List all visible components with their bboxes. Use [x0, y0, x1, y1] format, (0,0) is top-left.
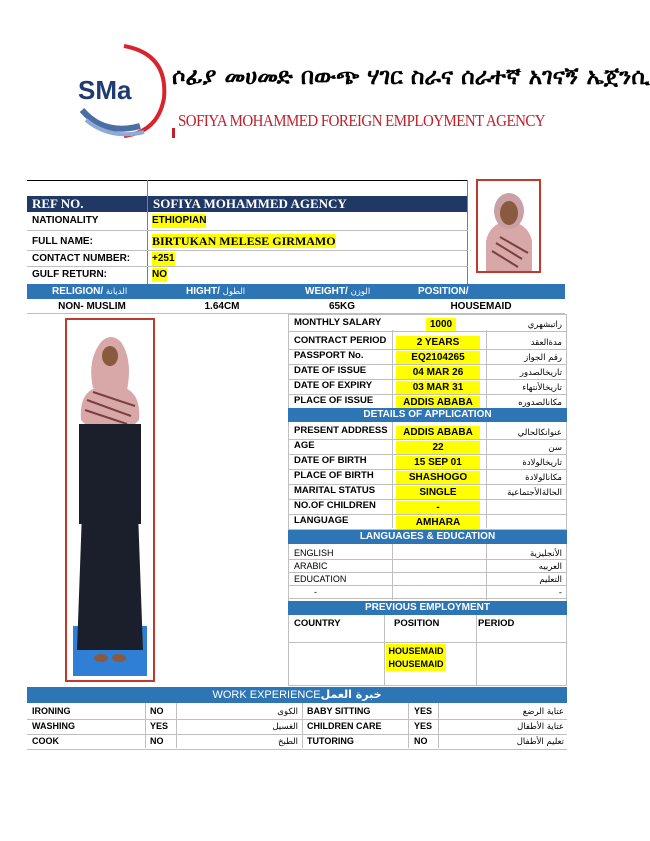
row-line: [27, 230, 468, 231]
details-label: NO.OF CHILDREN: [294, 500, 376, 511]
work-value: NO: [150, 736, 164, 746]
work-label-ar: عتاية الرضع: [522, 707, 564, 717]
fullname-value: BIRTUKAN MELESE GIRMAMO: [152, 234, 336, 248]
weight-value: 65KG: [328, 301, 356, 312]
contract-value: EQ2104265: [396, 351, 480, 365]
row-line: [288, 598, 567, 599]
details-value: -: [396, 501, 480, 515]
details-value: 15 SEP 01: [396, 456, 480, 470]
contract-label: DATE OF ISSUE: [294, 365, 367, 376]
contract-label: MONTHLY SALARY: [294, 317, 382, 328]
details-label: LANGUAGE: [294, 515, 349, 526]
work-value: YES: [414, 706, 433, 716]
details-label: AGE: [294, 440, 315, 451]
work-experience-bar: [27, 687, 567, 703]
details-label: MARITAL STATUS: [294, 485, 376, 496]
table-divider: [147, 180, 148, 284]
col-line: [486, 330, 487, 408]
logo-text: SMa: [78, 75, 132, 105]
work-title-en: WORK EXPERIENCE: [212, 689, 321, 701]
contract-label-ar: مكانالصدوره: [518, 398, 562, 408]
col-line: [392, 544, 393, 600]
contact-label: CONTACT NUMBER:: [32, 253, 131, 264]
applicant-photo-small: [476, 179, 541, 273]
work-value: NO: [414, 736, 428, 746]
height-header: [186, 285, 245, 299]
work-title-ar: خبرة العمل: [320, 688, 382, 701]
col-line: [302, 703, 303, 748]
details-label: DATE OF BIRTH: [294, 455, 367, 466]
weight-header-text: WEIGHT/: [305, 286, 348, 297]
language-label-ar: -: [558, 588, 562, 598]
language-label-ar: العربيه: [538, 562, 562, 572]
contract-label-ar: تاريخالأنتهاء: [522, 383, 562, 393]
details-value: SINGLE: [396, 486, 480, 500]
col-line: [392, 422, 393, 528]
previous-position-2: HOUSEMAID: [386, 657, 446, 671]
ref-value: SOFIYA MOHAMMED AGENCY: [153, 196, 347, 211]
work-label: TUTORING: [307, 736, 354, 746]
height-header-text: HIGHT/: [186, 286, 220, 297]
work-label-ar: الطبخ: [278, 737, 298, 747]
row-line: [288, 642, 567, 643]
contract-value: 2 YEARS: [396, 336, 480, 350]
row-line: [27, 749, 567, 750]
col-line: [176, 703, 177, 748]
contract-label: PASSPORT No.: [294, 350, 364, 361]
languages-bar: LANGUAGES & EDUCATION: [288, 530, 567, 544]
work-label-ar: عتاية الأطفال: [517, 722, 564, 732]
work-label: IRONING: [32, 706, 71, 716]
contract-label-ar: تاريخالصدور: [519, 368, 562, 378]
contract-value: 1000: [426, 318, 456, 332]
contract-label-ar: راتبشهري: [527, 320, 562, 330]
religion-value: NON- MUSLIM: [58, 301, 126, 312]
fullname-label: FULL NAME:: [32, 236, 93, 247]
previous-employment-bar: PREVIOUS EMPLOYMENT: [288, 601, 567, 615]
col-line: [384, 615, 385, 685]
work-value: YES: [150, 721, 169, 731]
details-label-ar: الحالةالأجتماعية: [507, 488, 562, 498]
language-label: EDUCATION: [294, 574, 347, 584]
details-label: PRESENT ADDRESS: [294, 425, 388, 436]
details-label-ar: تاريخالولادة: [522, 458, 562, 468]
religion-header-ar: الديانة: [105, 287, 128, 297]
contract-label: PLACE OF ISSUE: [294, 395, 374, 406]
agency-name-english: SOFIYA MOHAMMED FOREIGN EMPLOYMENT AGENCY: [178, 111, 546, 130]
details-value: AMHARA: [396, 516, 480, 530]
person-portrait-icon: [478, 181, 539, 271]
work-value: YES: [414, 721, 433, 731]
contact-value: +251: [152, 253, 175, 264]
details-value: 22: [396, 441, 480, 455]
language-label-ar: التعليم: [539, 575, 562, 585]
details-bar: DETAILS OF APPLICATION: [288, 408, 567, 422]
previous-header-period: PERIOD: [478, 618, 515, 629]
contract-label-ar: رقم الجواز: [524, 353, 562, 363]
language-label: -: [314, 587, 317, 597]
previous-header-country: COUNTRY: [294, 618, 341, 629]
agency-name-amharic: ሶፊያ መሀመድ በውጭ ሃገር ስራና ሰራተኛ አገናኝ ኤጀንሲ: [172, 64, 650, 90]
previous-position-1: HOUSEMAID: [386, 644, 446, 658]
col-line: [408, 703, 409, 748]
contract-label: DATE OF EXPIRY: [294, 380, 373, 391]
col-line: [392, 330, 393, 408]
contract-label-ar: مدةالعقد: [530, 338, 562, 348]
details-label-ar: مكانالولادة: [525, 473, 562, 483]
contract-value: ADDIS ABABA: [396, 396, 480, 410]
red-mark: [172, 128, 175, 138]
work-label: WASHING: [32, 721, 76, 731]
col-line: [486, 422, 487, 528]
language-label-ar: الأنجليزية: [529, 549, 562, 559]
details-label-ar: عنوانكالحالي: [517, 428, 562, 438]
religion-header-text: RELIGION/: [52, 286, 104, 297]
position-value: HOUSEMAID: [450, 301, 512, 312]
previous-header-position: POSITION: [394, 618, 440, 629]
applicant-photo-full: [65, 318, 155, 682]
weight-header-ar: الوزن: [350, 287, 371, 297]
language-label: ENGLISH: [294, 548, 334, 558]
contract-value: 03 MAR 31: [396, 381, 480, 395]
work-label: BABY SITTING: [307, 706, 371, 716]
details-label-ar: سن: [548, 443, 562, 453]
position-header: POSITION/: [418, 286, 469, 297]
contract-label: CONTRACT PERIOD: [294, 335, 387, 346]
work-label: COOK: [32, 736, 59, 746]
details-value: SHASHOGO: [396, 471, 480, 485]
details-label: PLACE OF BIRTH: [294, 470, 374, 481]
height-value: 1.64CM: [204, 301, 240, 312]
row-line: [27, 250, 468, 251]
work-label: CHILDREN CARE: [307, 721, 382, 731]
col-line: [145, 703, 146, 748]
nationality-label: NATIONALITY: [32, 215, 99, 226]
contract-value: 04 MAR 26: [396, 366, 480, 380]
table-divider: [467, 180, 468, 284]
religion-header: [52, 285, 127, 299]
table-line: [27, 180, 468, 181]
row-line: [288, 439, 567, 440]
details-value: ADDIS ABABA: [396, 426, 480, 440]
nationality-value: ETHIOPIAN: [152, 215, 207, 226]
gulf-label: GULF RETURN:: [32, 269, 107, 280]
work-value: NO: [150, 706, 164, 716]
language-label: ARABIC: [294, 561, 328, 571]
work-label-ar: تعليم الأطفال: [516, 737, 564, 747]
ref-label: REF NO.: [32, 196, 84, 211]
col-line: [486, 544, 487, 600]
col-line: [438, 703, 439, 748]
weight-header: [305, 285, 370, 299]
work-label-ar: الكوى: [277, 707, 298, 717]
gulf-value: NO: [152, 269, 167, 280]
row-line: [27, 266, 468, 267]
person-fullbody-icon: [67, 320, 153, 680]
row-line: [288, 331, 567, 332]
work-label-ar: الغسيل: [272, 722, 298, 732]
col-line: [476, 615, 477, 685]
height-header-ar: الطول: [222, 287, 246, 297]
